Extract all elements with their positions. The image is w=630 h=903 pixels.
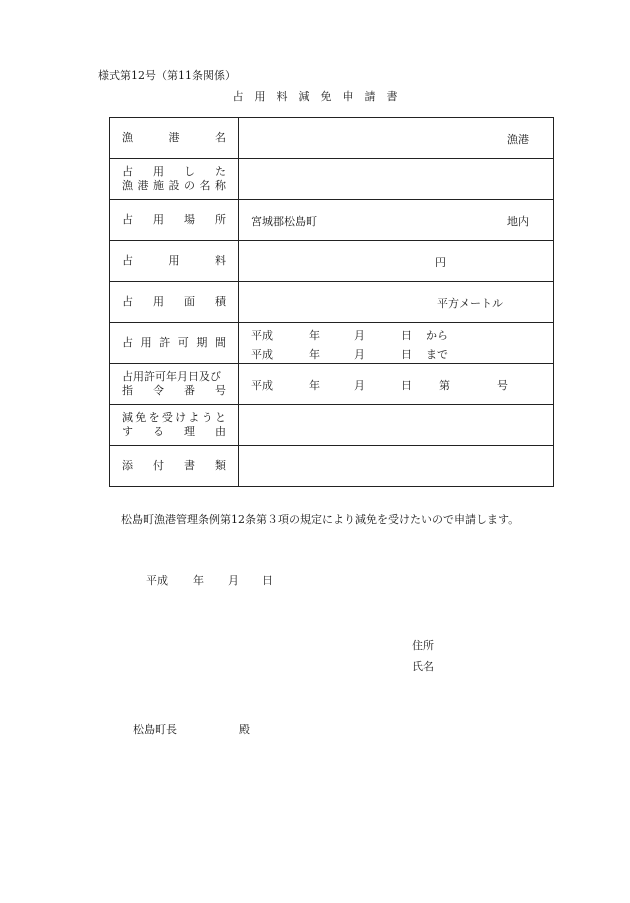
addressee: 松島町長 [133,723,177,736]
label-char: 添 [122,459,133,472]
label-char: 用 [140,336,152,349]
field-value[interactable] [239,282,554,323]
field-label-line [110,384,238,398]
field-label [110,405,239,446]
value-suffix: 地内 [507,215,529,228]
label-char: 名 [215,131,226,144]
field-label-line [110,165,238,179]
label-char: の [184,179,195,192]
field-label [110,446,239,487]
label-char: 積 [215,295,226,308]
label-char: 間 [214,336,226,349]
value-suffix: 漁港 [507,133,529,146]
label-char: 称 [215,179,226,192]
form-row-fishing-port-name [110,118,554,159]
label-char: 港 [168,131,180,144]
form-row-attached-documents [110,446,554,487]
label-char: 占 [122,213,133,226]
label-char: 名 [199,179,211,192]
label-char: け [175,411,187,424]
form-row-reduction-reason [110,405,554,446]
field-value[interactable] [239,446,554,487]
permit-part: 月 [354,379,365,392]
period-part: まで [426,348,448,361]
field-label [110,282,239,323]
label-char: 許 [159,336,171,349]
field-value[interactable] [239,405,554,446]
label-char: 港 [137,179,149,192]
label-char: 用 [153,295,164,308]
label-char: 付 [153,459,164,472]
label-char: 占用許可年月日及び [122,370,221,383]
label-char: 受 [161,411,173,424]
label-char: 料 [215,254,226,267]
period-part: 平成 [251,329,273,342]
label-char: 漁 [122,131,133,144]
permit-part: 日 [401,379,412,392]
field-label-line [110,459,238,473]
value-prefix: 宮城郡松島町 [251,215,317,228]
date-day: 日 [262,574,273,587]
value-unit: 平方メートル [437,297,503,310]
label-char: 用 [153,165,164,178]
address-label: 住所 [412,639,434,652]
value-unit: 円 [435,256,446,269]
permit-part: 年 [309,379,320,392]
field-label [110,159,239,200]
field-label [110,118,239,159]
form-number: 様式第12号（第11条関係） [98,69,236,82]
label-char: 免 [135,411,147,424]
field-label-line [110,131,238,145]
label-char: 面 [184,295,195,308]
label-char: 設 [168,179,180,192]
field-label [110,364,239,405]
application-statement: 松島町漁港管理条例第12条第３項の規定により減免を受けたいので申請します。 [121,513,520,526]
date-month: 月 [228,574,239,587]
period-part: 日 [401,348,412,361]
form-row-occupied-facility-name [110,159,554,200]
field-value[interactable] [239,241,554,282]
period-part: から [426,329,448,342]
label-char: よ [188,411,200,424]
field-label-line [110,425,238,439]
document-title: 占用料減免申請書 [232,90,409,103]
permit-part: 第 [439,379,450,392]
label-char: 理 [184,425,195,438]
period-part: 年 [309,329,320,342]
label-char: 由 [215,425,226,438]
form-row-permit-number [110,364,554,405]
label-char: 番 [184,384,195,397]
form-row-occupied-area [110,282,554,323]
field-label-line [110,295,238,309]
field-label-line [110,179,238,193]
form-row-occupation-period [110,323,554,364]
label-char: 類 [215,459,226,472]
label-char: 用 [153,213,164,226]
field-label [110,323,239,364]
label-char: す [122,425,133,438]
field-label-line [110,213,238,227]
period-part: 日 [401,329,412,342]
period-part: 月 [354,348,365,361]
label-char: 場 [184,213,195,226]
permit-part: 平成 [251,379,273,392]
label-char: 漁 [122,179,133,192]
field-label [110,241,239,282]
form-row-occupied-location [110,200,554,241]
field-value[interactable] [239,200,554,241]
label-char: 可 [177,336,189,349]
field-value[interactable] [239,159,554,200]
label-char: 号 [215,384,226,397]
date-era: 平成 [146,574,168,587]
name-label: 氏名 [412,660,434,673]
label-char: を [148,411,160,424]
label-char: 占 [122,336,133,349]
label-char: と [214,411,226,424]
application-table [109,117,554,487]
label-char: 施 [153,179,164,192]
field-label [110,200,239,241]
field-label-line [110,370,238,384]
label-char: 令 [153,384,164,397]
field-label-line [110,254,238,268]
field-value[interactable] [239,364,554,405]
label-char: 占 [122,254,133,267]
period-part: 平成 [251,348,273,361]
label-char: 用 [168,254,180,267]
date-year: 年 [193,574,204,587]
label-char: る [153,425,164,438]
honorific: 殿 [239,723,250,736]
label-char: 占 [122,295,133,308]
label-char: 指 [122,384,133,397]
period-part: 年 [309,348,320,361]
field-label-line [110,336,238,350]
period-part: 月 [354,329,365,342]
label-char: 所 [215,213,226,226]
field-value[interactable] [239,323,554,364]
label-char: 占 [122,165,133,178]
field-value[interactable] [239,118,554,159]
label-char: し [184,165,195,178]
label-char: 期 [196,336,208,349]
permit-part: 号 [497,379,508,392]
form-row-occupation-fee [110,241,554,282]
label-char: た [215,165,226,178]
label-char: 書 [184,459,195,472]
label-char: う [201,411,213,424]
field-label-line [110,411,238,425]
label-char: 減 [122,411,133,424]
